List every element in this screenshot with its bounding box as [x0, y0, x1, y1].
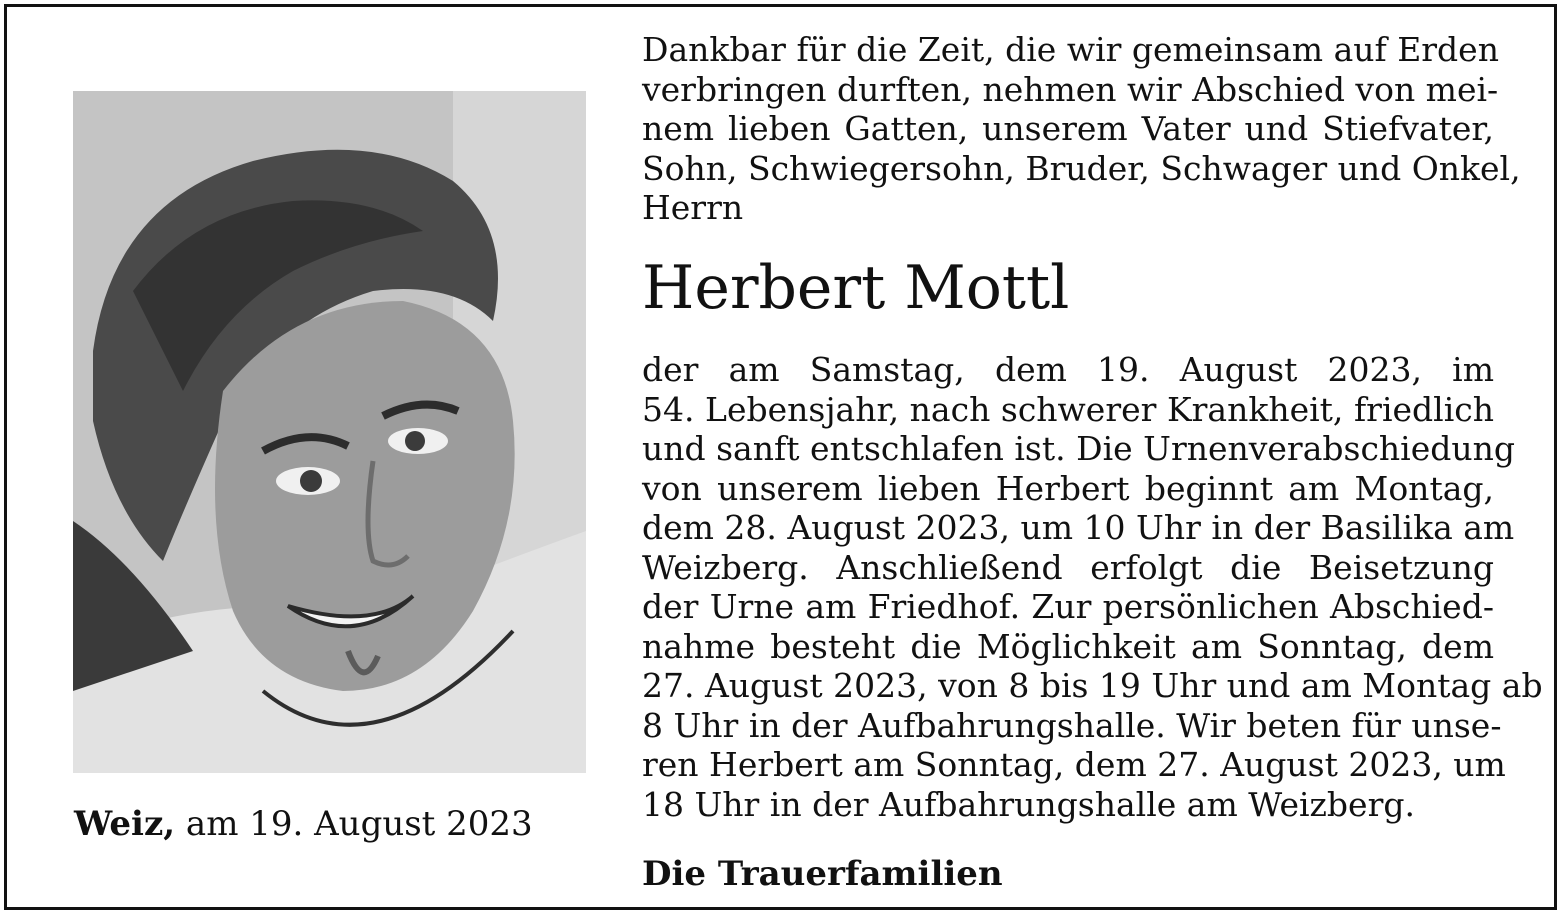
- portrait-illustration: [73, 91, 586, 773]
- body-line: 27. August 2023, von 8 bis 19 Uhr und am Montag ab: [642, 666, 1543, 705]
- body-paragraph: [642, 350, 1543, 824]
- intro-line: Sohn, Schwiegersohn, Bruder, Schwager und Onkel,: [642, 148, 1521, 188]
- body-line: der am Samstag, dem 19. August 2023, im: [642, 350, 1494, 389]
- body-line: 18 Uhr in der Aufbahrungshalle am Weizberg.: [642, 784, 1415, 824]
- body-line: von unserem lieben Herbert beginnt am Montag,: [642, 468, 1494, 508]
- body-line: der Urne am Friedhof. Zur persönlichen Abschied-: [642, 587, 1494, 626]
- body-line: ren Herbert am Sonntag, dem 27. August 2023, um: [642, 745, 1506, 784]
- deceased-name: Herbert Mottl: [642, 253, 1070, 323]
- caption-date: am 19. August 2023: [175, 804, 533, 844]
- intro-line: nem lieben Gatten, unserem Vater und Stiefvater,: [642, 109, 1494, 148]
- body-line: nahme besteht die Möglichkeit am Sonntag, dem: [642, 626, 1494, 666]
- body-line: dem 28. August 2023, um 10 Uhr in der Basilika am: [642, 508, 1515, 547]
- body-line: und sanft entschlafen ist. Die Urnenverabschiedung: [642, 429, 1516, 468]
- intro-paragraph: [642, 30, 1521, 228]
- caption-place: Weiz,: [74, 804, 176, 844]
- signature: Die Trauerfamilien: [642, 854, 1003, 894]
- place-date-caption: [74, 804, 533, 844]
- portrait-photo: [73, 91, 586, 773]
- intro-line: verbringen durften, nehmen wir Abschied von mei-: [642, 69, 1499, 109]
- body-line: 54. Lebensjahr, nach schwerer Krankheit, friedlich: [642, 389, 1494, 429]
- body-line: Weizberg. Anschließend erfolgt die Beisetzung: [642, 547, 1494, 587]
- body-line: 8 Uhr in der Aufbahrungshalle. Wir beten für unse-: [642, 705, 1502, 745]
- intro-line: Herrn: [642, 188, 744, 227]
- intro-line: Dankbar für die Zeit, die wir gemeinsam auf Erden: [642, 30, 1499, 69]
